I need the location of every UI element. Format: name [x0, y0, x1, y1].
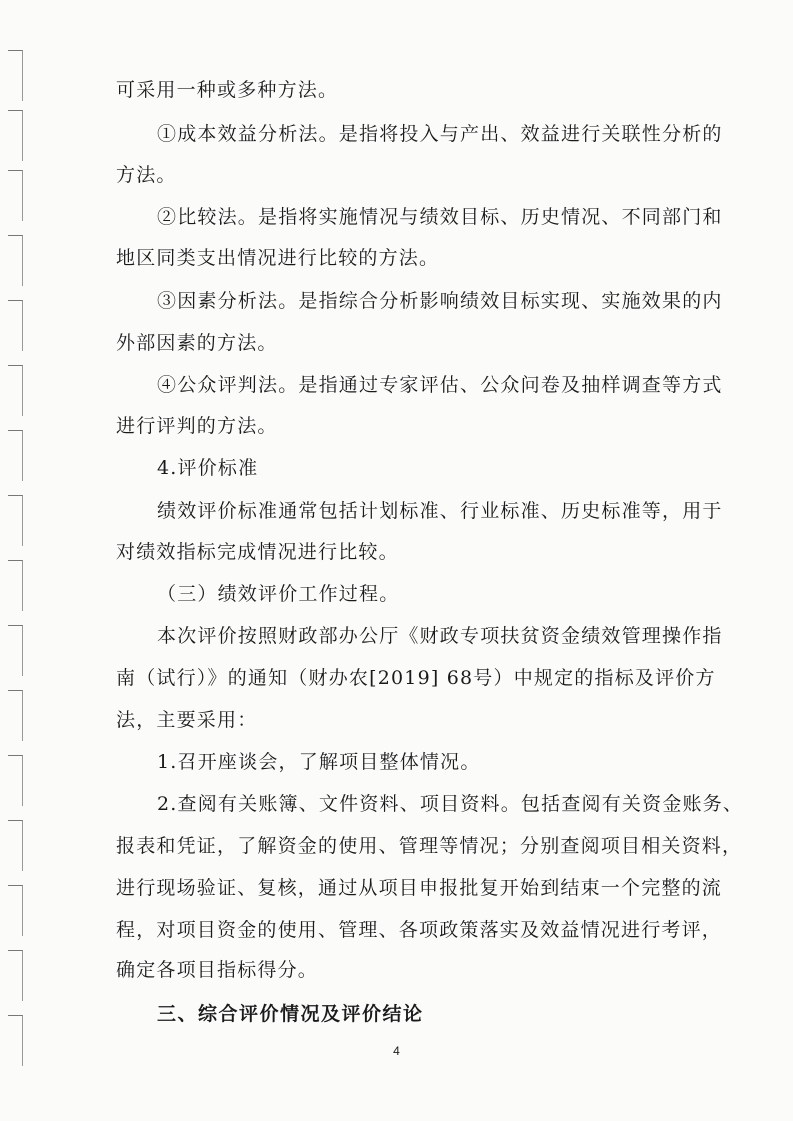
- binding-tick: [8, 885, 23, 936]
- section-heading: （三）绩效评价工作过程。: [157, 583, 400, 605]
- binding-tick: [8, 110, 23, 161]
- body-line: ③因素分析法。是指综合分析影响绩效目标实现、实施效果的内: [157, 290, 723, 312]
- binding-tick: [8, 1015, 23, 1066]
- binding-marks: [8, 20, 26, 1100]
- binding-tick: [8, 365, 23, 416]
- body-line: 方法。: [116, 164, 177, 186]
- body-line: 绩效评价标准通常包括计划标准、行业标准、历史标准等，用于: [157, 500, 723, 522]
- binding-tick: [8, 625, 23, 676]
- binding-tick: [8, 50, 23, 101]
- body-line: ④公众评判法。是指通过专家评估、公众问卷及抽样调查等方式: [157, 374, 723, 396]
- body-line: 1.召开座谈会，了解项目整体情况。: [157, 751, 481, 773]
- body-line: 确定各项目指标得分。: [116, 959, 319, 981]
- binding-tick: [8, 235, 23, 286]
- body-line: ①成本效益分析法。是指将投入与产出、效益进行关联性分析的: [157, 123, 723, 145]
- body-line: 地区同类支出情况进行比较的方法。: [116, 247, 440, 269]
- section-heading: 4.评价标准: [157, 457, 259, 479]
- binding-tick: [8, 560, 23, 611]
- body-line: 程，对项目资金的使用、管理、各项政策落实及效益情况进行考评，: [116, 919, 723, 941]
- page-number: 4: [393, 1044, 400, 1058]
- binding-tick: [8, 430, 23, 481]
- binding-tick: [8, 950, 23, 1001]
- body-line: 报表和凭证，了解资金的使用、管理等情况；分别查阅项目相关资料，: [116, 835, 743, 857]
- body-line: 法，主要采用：: [116, 709, 258, 731]
- body-line: ②比较法。是指将实施情况与绩效目标、历史情况、不同部门和: [157, 206, 723, 228]
- body-line: 可采用一种或多种方法。: [116, 79, 339, 101]
- binding-tick: [8, 820, 23, 871]
- chapter-heading: 三、综合评价情况及评价结论: [157, 1003, 424, 1025]
- binding-tick: [8, 755, 23, 806]
- body-line: 本次评价按照财政部办公厅《财政专项扶贫资金绩效管理操作指: [157, 625, 723, 647]
- binding-tick: [8, 495, 23, 546]
- body-line: 进行评判的方法。: [116, 415, 278, 437]
- binding-tick: [8, 170, 23, 221]
- body-line: 南（试行）》的通知（财办农[2019] 68号）中规定的指标及评价方: [116, 667, 716, 689]
- body-line: 进行现场验证、复核，通过从项目申报批复开始到结束一个完整的流: [116, 877, 723, 899]
- binding-tick: [8, 690, 23, 741]
- body-line: 2.查阅有关账簿、文件资料、项目资料。包括查阅有关资金账务、: [157, 793, 744, 815]
- binding-tick: [8, 300, 23, 351]
- body-line: 对绩效指标完成情况进行比较。: [116, 541, 399, 563]
- body-line: 外部因素的方法。: [116, 332, 278, 354]
